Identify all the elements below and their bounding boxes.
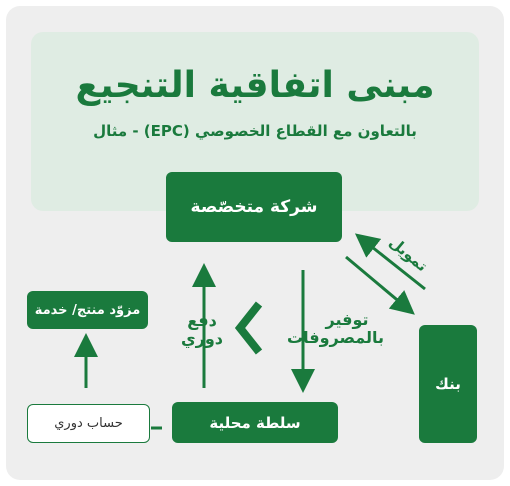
diagram-subtitle: بالتعاون مع القطاع الخصوصي (EPC) - مثال [93,122,417,140]
arrow-company-to-bank [346,257,408,309]
node-account [27,404,150,443]
node-company-label: شركة متخصّصة [190,197,318,217]
node-supplier [27,291,148,329]
diagram-title: مبنى اتفاقية التنجيع [75,65,435,106]
flow-label-savings: توفير بالمصروفات [287,310,384,348]
node-company [166,172,342,242]
node-authority-label: سلطة محلية [209,413,301,432]
node-supplier-label: مزوّد منتج/ خدمة [34,302,141,318]
node-authority [172,402,338,443]
node-account-label: حساب دوري [54,416,123,431]
node-bank-label: بنك [435,375,461,393]
node-bank [419,325,477,443]
chevron-left-icon [240,304,259,352]
flow-label-payment: دفع دوري [180,311,224,349]
flow-label-financing: تمويل [385,233,432,276]
